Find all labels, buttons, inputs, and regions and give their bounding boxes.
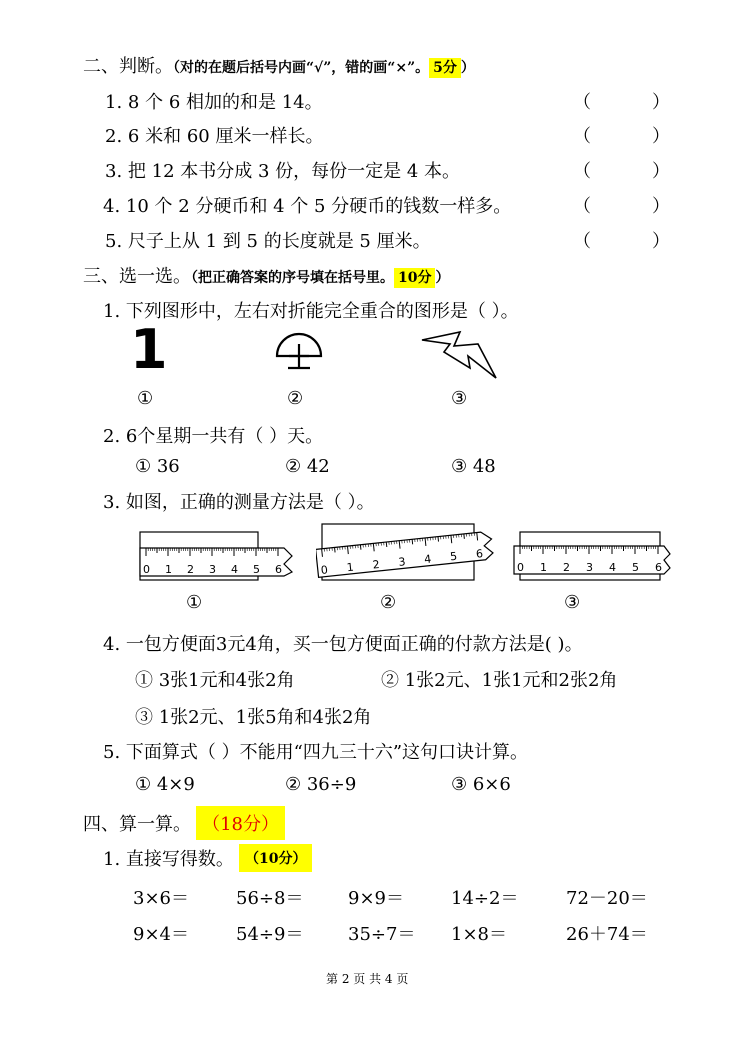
- calc-cell[interactable]: 72－20＝: [566, 888, 648, 909]
- ruler-label: 5: [449, 549, 458, 564]
- calc-cell[interactable]: 3×6＝: [133, 888, 189, 909]
- answer-paren-2[interactable]: （: [573, 126, 591, 147]
- q2-option-2[interactable]: ② 42: [285, 456, 330, 477]
- q4-option-3[interactable]: ③ 1张2元、1张5角和4张2角: [135, 707, 372, 728]
- answer-paren-close-2: ）: [652, 126, 670, 147]
- q3-text: 3. 如图，正确的测量方法是（ ）。: [103, 492, 375, 513]
- answer-paren-close-1: ）: [652, 92, 670, 113]
- section4-score: （18分）: [196, 806, 285, 840]
- ruler-label: 6: [655, 561, 662, 574]
- judge-item-2: 2. 6 米和 60 厘米一样长。: [105, 126, 324, 147]
- q4-option-2[interactable]: ② 1张2元、1张1元和2张2角: [381, 670, 618, 691]
- ruler-figure-3: [512, 528, 672, 584]
- q2-text: 2. 6个星期一共有（ ）天。: [103, 426, 324, 447]
- section3-close: ）: [435, 270, 450, 286]
- calc-cell[interactable]: 26＋74＝: [566, 924, 648, 945]
- q3-option-2[interactable]: ②: [380, 592, 397, 613]
- q1-option-2[interactable]: ②: [287, 388, 304, 409]
- ruler-label: 0: [517, 561, 524, 574]
- answer-paren-4[interactable]: （: [573, 196, 591, 217]
- q5-text: 5. 下面算式（ ）不能用“四九三十六”这句口诀计算。: [103, 742, 529, 763]
- ruler-label: 1: [165, 563, 172, 576]
- calc-cell[interactable]: 56÷8＝: [236, 888, 304, 909]
- item-num: 1.: [105, 92, 123, 113]
- ruler-tick: [438, 537, 439, 542]
- judge-item-1: [105, 88, 323, 114]
- ruler-label: 3: [209, 563, 216, 576]
- subsection1-score: （10分）: [239, 844, 312, 872]
- section2-title: 二、判断。: [83, 56, 173, 77]
- judge-item-4: 4. 10 个 2 分硬币和 4 个 5 分硬币的钱数一样多。: [103, 196, 512, 217]
- ruler-label: 5: [253, 563, 260, 576]
- ruler-tick: [335, 547, 336, 552]
- ruler-label: 2: [563, 561, 570, 574]
- q3-option-1[interactable]: ①: [186, 592, 203, 613]
- ruler-label: 4: [231, 563, 238, 576]
- ruler: [316, 531, 494, 577]
- answer-paren-close-5: ）: [652, 231, 670, 252]
- q3-option-3[interactable]: ③: [564, 592, 581, 613]
- ruler-label: 4: [609, 561, 616, 574]
- judge-item-3: 3. 把 12 本书分成 3 份，每份一定是 4 本。: [105, 161, 461, 182]
- figure-lightning-bolt: [420, 328, 500, 382]
- ruler-label: 2: [371, 557, 381, 572]
- subsection1-header: [103, 844, 312, 872]
- section2-header: [83, 52, 475, 78]
- page-footer: 第 2 页 共 4 页: [326, 972, 409, 986]
- subsection1-title: 1. 直接写得数。: [103, 849, 234, 870]
- ruler-label: 2: [187, 563, 194, 576]
- section3-header: [83, 262, 449, 288]
- ruler-tick: [386, 542, 387, 547]
- q5-option-2[interactable]: ② 36÷9: [285, 774, 357, 795]
- calc-cell[interactable]: 9×4＝: [133, 924, 189, 945]
- q1-option-3[interactable]: ③: [451, 388, 468, 409]
- ruler-tick: [412, 539, 413, 544]
- q5-option-1[interactable]: ① 4×9: [135, 774, 195, 795]
- answer-paren-1[interactable]: （: [573, 92, 591, 113]
- section2-close: ）: [460, 60, 475, 76]
- section2-instruction: （对的在题后括号内画“√”，错的画“×”。: [173, 60, 430, 76]
- ruler-tick: [360, 545, 361, 550]
- ruler: [140, 548, 292, 576]
- ruler: [514, 546, 670, 574]
- calc-cell[interactable]: 14÷2＝: [451, 888, 519, 909]
- ruler-label: 4: [423, 552, 432, 567]
- calc-cell[interactable]: 9×9＝: [348, 888, 404, 909]
- ruler-tick: [464, 534, 465, 539]
- section3-score: 10分: [394, 268, 435, 288]
- section4-header: [83, 806, 285, 840]
- figure-mushroom-symbol: [272, 330, 326, 374]
- ruler-label: 1: [540, 561, 547, 574]
- section3-instruction: （把正确答案的序号填在括号里。: [191, 270, 394, 286]
- answer-paren-5[interactable]: （: [573, 231, 591, 252]
- ruler-label: 3: [586, 561, 593, 574]
- figure-digit-one: 1: [130, 318, 168, 381]
- ruler-figure-2: [316, 518, 498, 584]
- section4-title: 四、算一算。: [83, 814, 191, 835]
- q1-text: 1. 下列图形中，左右对折能完全重合的图形是（ ）。: [103, 301, 519, 322]
- answer-paren-close-4: ）: [652, 196, 670, 217]
- q5-option-3[interactable]: ③ 6×6: [451, 774, 511, 795]
- calc-cell[interactable]: 1×8＝: [451, 924, 507, 945]
- judge-item-5: 5. 尺子上从 1 到 5 的长度就是 5 厘米。: [105, 231, 431, 252]
- section2-score: 5分: [429, 58, 461, 78]
- section3-title: 三、选一选。: [83, 266, 191, 287]
- ruler-label: 1: [346, 560, 355, 575]
- q4-option-1[interactable]: ① 3张1元和4张2角: [135, 670, 295, 691]
- ruler-label: 3: [397, 555, 407, 569]
- calc-cell[interactable]: 54÷9＝: [236, 924, 304, 945]
- ruler-label: 0: [143, 563, 150, 576]
- item-text: 8 个 6 相加的和是 14。: [127, 92, 323, 113]
- calc-cell[interactable]: 35÷7＝: [348, 924, 416, 945]
- q4-text: 4. 一包方便面3元4角，买一包方便面正确的付款方法是( )。: [103, 634, 583, 655]
- ruler-figure-1: [136, 528, 296, 584]
- ruler-label: 6: [275, 563, 282, 576]
- ruler-label: 0: [320, 563, 329, 577]
- answer-paren-close-3: ）: [652, 161, 670, 182]
- q1-option-1[interactable]: ①: [137, 388, 154, 409]
- q2-option-1[interactable]: ① 36: [135, 456, 180, 477]
- ruler-label: 5: [632, 561, 639, 574]
- q2-option-3[interactable]: ③ 48: [451, 456, 496, 477]
- ruler-label: 6: [475, 547, 484, 561]
- answer-paren-3[interactable]: （: [573, 161, 591, 182]
